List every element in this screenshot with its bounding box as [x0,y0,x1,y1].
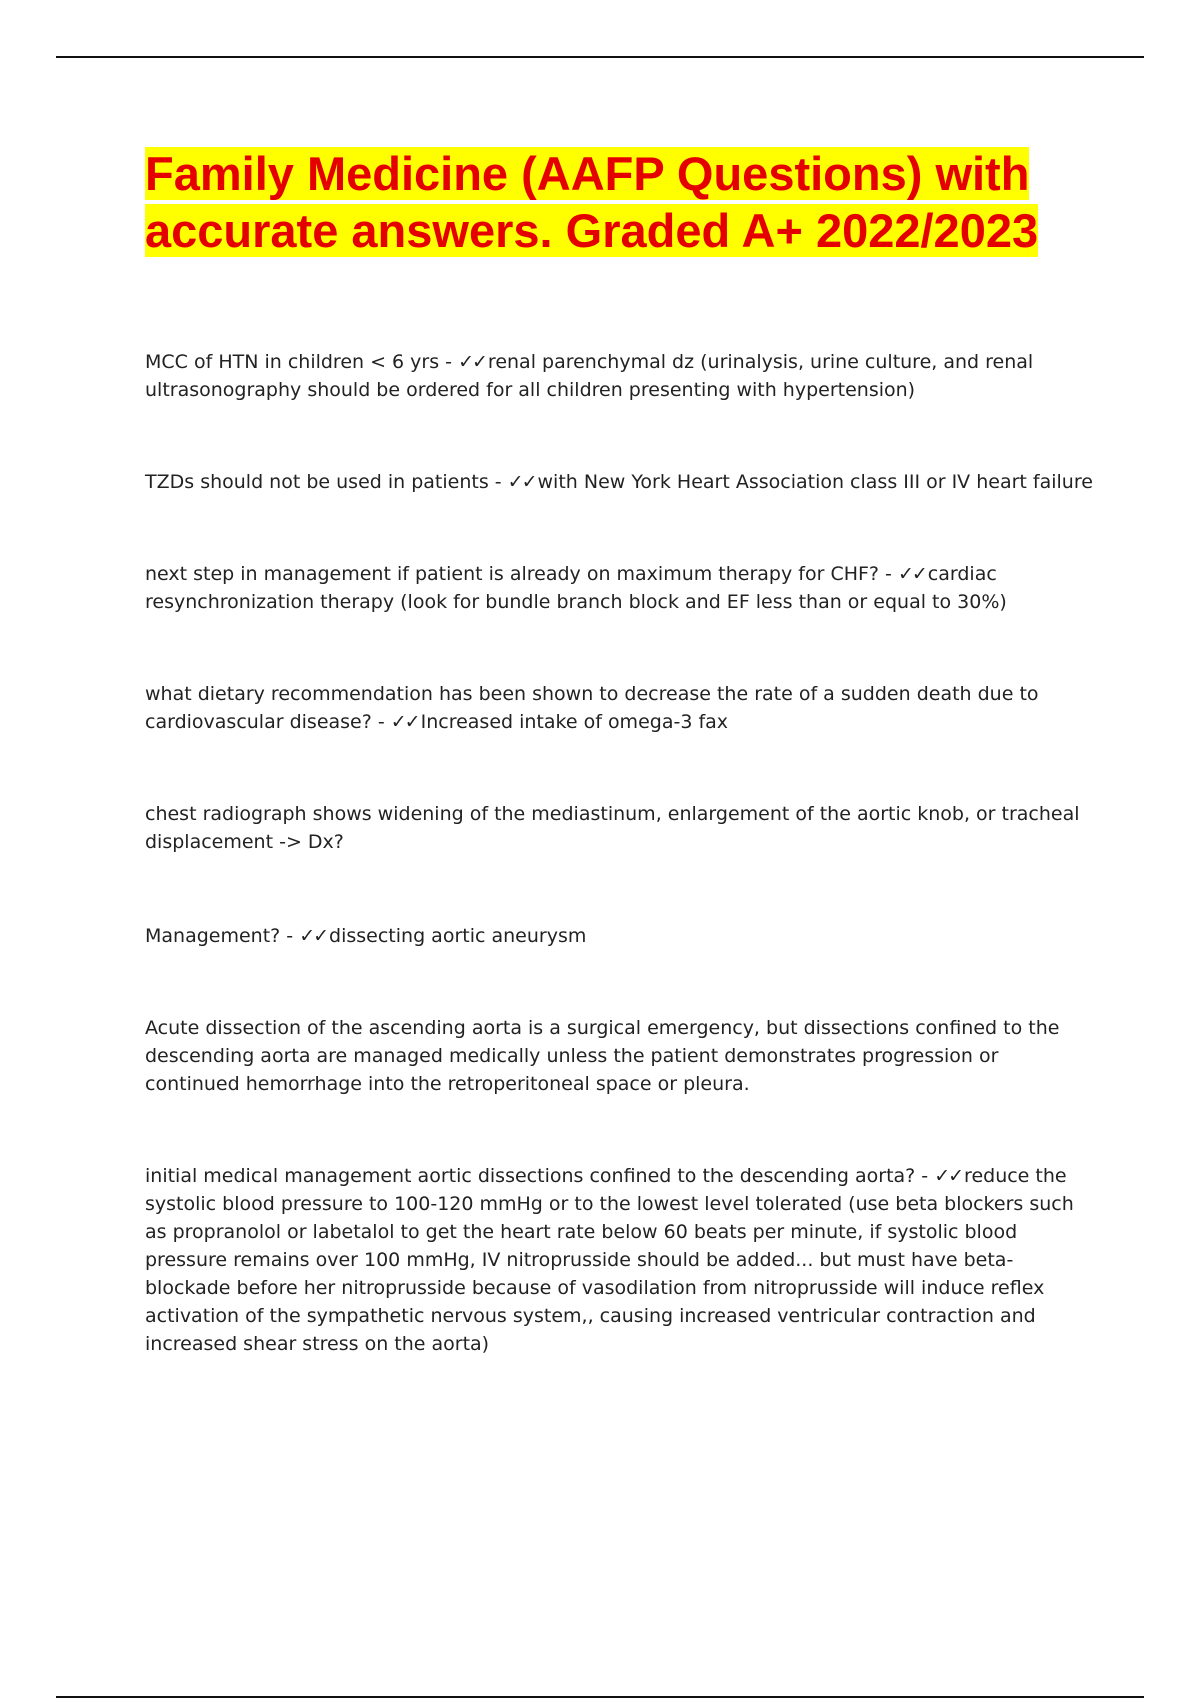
answer-text: cardiac resynchronization therapy (look for bundle branch block and EF less than or equal to 30%) [145,563,1007,613]
answer-text: dissecting aortic aneurysm [329,925,587,947]
answer-text: Increased intake of omega-3 fax [420,711,729,733]
qa-item [145,560,1095,616]
double-check-icon: ✓✓ [507,471,536,493]
question-text: MCC of HTN in children < 6 yrs - [145,351,459,373]
paragraph: Acute dissection of the ascending aorta is a surgical emergency, but dissections confined to the descending aorta are managed medically unless the patient demonstrates progression or continued hemorrhage into the retroperitoneal space or pleura. [145,1017,1060,1095]
document-body [145,348,1095,1358]
question-text: what dietary recommendation has been shown to decrease the rate of a sudden death due to cardiovascular disease? - [145,683,1039,733]
double-check-icon: ✓✓ [458,351,486,373]
qa-item [145,1162,1095,1358]
double-check-icon: ✓✓ [299,925,328,947]
question-text: TZDs should not be used in patients - [145,471,508,493]
qa-item [145,922,1095,950]
double-check-icon: ✓✓ [897,563,926,585]
double-check-icon: ✓✓ [390,711,419,733]
document-title: Family Medicine (AAFP Questions) with accurate answers. Graded A+ 2022/2023 [145,147,1039,257]
answer-text: reduce the systolic blood pressure to 100-120 mmHg or to the lowest level tolerated (use beta blockers such as propranolol or labetalol to get the heart rate below 60 beats per minute, if systolic blood pressure remains over 100 mmHg, IV nitroprusside should be added... but must have beta-blockade before her nitroprusside because of vasodilation from nitroprusside will induce reflex activation of the sympathetic nervous system,, causing increased ventricular contraction and increased shear stress on the aorta) [145,1165,1074,1355]
question-text: Management? - [145,925,300,947]
question-text: next step in management if patient is already on maximum therapy for CHF? - [145,563,898,585]
question-text: initial medical management aortic dissections confined to the descending aorta? - [145,1165,935,1187]
top-rule [56,56,1144,58]
bottom-rule [56,1696,1144,1698]
qa-item [145,680,1095,736]
answer-text: renal parenchymal dz (urinalysis, urine culture, and renal ultrasonography should be ordered for all children presenting with hypertension) [145,351,1034,401]
answer-text: with New York Heart Association class III or IV heart failure [537,471,1093,493]
title-block [145,145,1093,259]
qa-item [145,348,1095,404]
qa-item [145,468,1095,496]
double-check-icon: ✓✓ [934,1165,963,1187]
paragraph: chest radiograph shows widening of the mediastinum, enlargement of the aortic knob, or tracheal displacement -> Dx? [145,803,1080,853]
